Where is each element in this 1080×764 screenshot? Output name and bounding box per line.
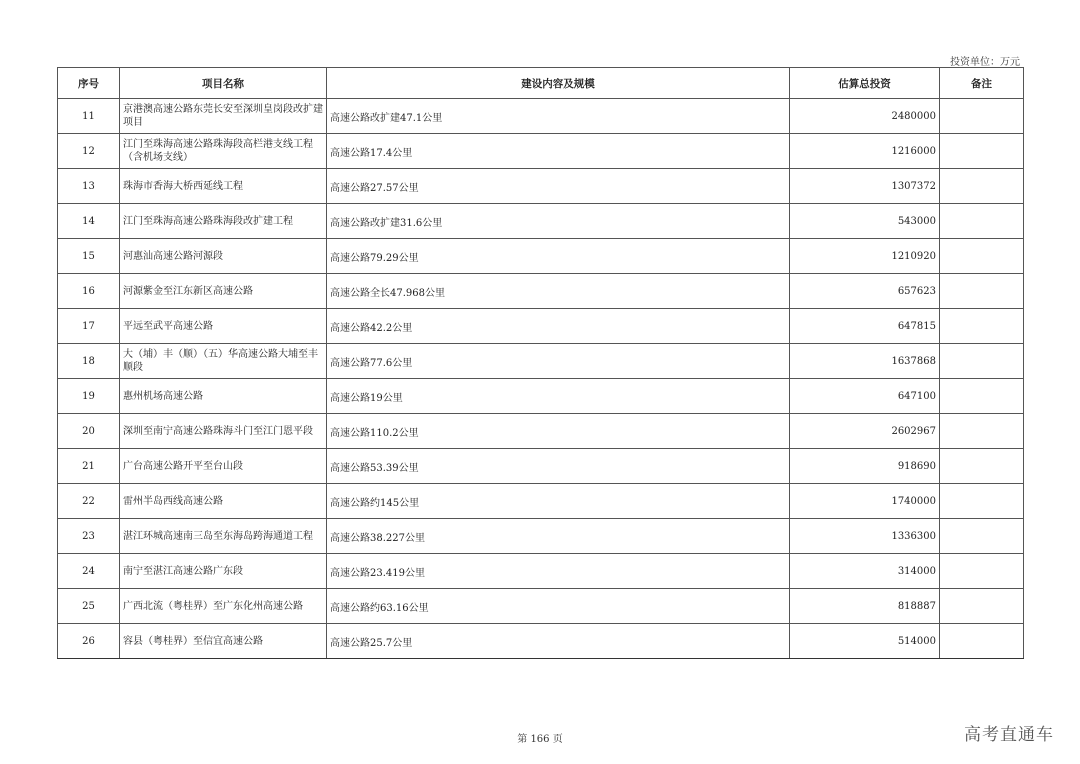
row-seq-cell: 18 [58,344,120,379]
row-remark-cell [940,99,1024,134]
row-project-name-cell: 京港澳高速公路东莞长安至深圳皇岗段改扩建项目 [120,99,327,134]
row-project-name-cell: 江门至珠海高速公路珠海段高栏港支线工程（含机场支线） [120,134,327,169]
table-header-row [58,68,1024,99]
project-table [57,67,1024,659]
row-content-scale-cell: 高速公路42.2公里 [327,309,790,344]
table-row [58,414,1024,449]
header-total-investment: 估算总投资 [790,68,940,99]
row-investment-cell: 514000 [790,624,940,659]
table-row [58,134,1024,169]
row-project-name-cell: 河源紫金至江东新区高速公路 [120,274,327,309]
row-remark-cell [940,239,1024,274]
row-content-scale-cell: 高速公路25.7公里 [327,624,790,659]
row-remark-cell [940,589,1024,624]
row-content-scale-cell: 高速公路79.29公里 [327,239,790,274]
watermark-text: 高考直通车 [964,725,1054,745]
table-row [58,309,1024,344]
row-investment-cell: 543000 [790,204,940,239]
row-content-scale-cell: 高速公路约145公里 [327,484,790,519]
row-remark-cell [940,134,1024,169]
row-remark-cell [940,624,1024,659]
row-content-scale-cell: 高速公路改扩建31.6公里 [327,204,790,239]
row-seq-cell: 24 [58,554,120,589]
row-investment-cell: 647815 [790,309,940,344]
row-investment-cell: 918690 [790,449,940,484]
row-seq-cell: 21 [58,449,120,484]
page-number: 第 166 页 [517,734,563,745]
table-row [58,554,1024,589]
row-content-scale-cell: 高速公路19公里 [327,379,790,414]
row-project-name-cell: 江门至珠海高速公路珠海段改扩建工程 [120,204,327,239]
header-seq: 序号 [58,68,120,99]
row-seq-cell: 13 [58,169,120,204]
row-seq-cell: 14 [58,204,120,239]
row-content-scale-cell: 高速公路27.57公里 [327,169,790,204]
row-remark-cell [940,414,1024,449]
row-seq-cell: 23 [58,519,120,554]
row-project-name-cell: 珠海市香海大桥西延线工程 [120,169,327,204]
table-body [58,99,1024,659]
row-project-name-cell: 雷州半岛西线高速公路 [120,484,327,519]
table-row [58,624,1024,659]
row-investment-cell: 1740000 [790,484,940,519]
row-seq-cell: 17 [58,309,120,344]
row-remark-cell [940,204,1024,239]
row-remark-cell [940,274,1024,309]
row-project-name-cell: 湛江环城高速南三岛至东海岛跨海通道工程 [120,519,327,554]
table-row [58,589,1024,624]
row-seq-cell: 22 [58,484,120,519]
row-project-name-cell: 平远至武平高速公路 [120,309,327,344]
row-content-scale-cell: 高速公路改扩建47.1公里 [327,99,790,134]
header-project-name: 项目名称 [120,68,327,99]
row-content-scale-cell: 高速公路53.39公里 [327,449,790,484]
row-project-name-cell: 广西北流（粤桂界）至广东化州高速公路 [120,589,327,624]
row-investment-cell: 657623 [790,274,940,309]
row-project-name-cell: 深圳至南宁高速公路珠海斗门至江门恩平段 [120,414,327,449]
table-row [58,484,1024,519]
table-row [58,204,1024,239]
row-project-name-cell: 广台高速公路开平至台山段 [120,449,327,484]
row-remark-cell [940,554,1024,589]
row-remark-cell [940,484,1024,519]
row-investment-cell: 1336300 [790,519,940,554]
row-remark-cell [940,344,1024,379]
row-content-scale-cell: 高速公路17.4公里 [327,134,790,169]
row-investment-cell: 2602967 [790,414,940,449]
investment-unit-note: 投资单位：万元 [950,57,1020,68]
table-row [58,169,1024,204]
header-remark: 备注 [940,68,1024,99]
row-content-scale-cell: 高速公路110.2公里 [327,414,790,449]
row-project-name-cell: 大（埔）丰（顺）（五）华高速公路大埔至丰顺段 [120,344,327,379]
row-project-name-cell: 惠州机场高速公路 [120,379,327,414]
row-content-scale-cell: 高速公路23.419公里 [327,554,790,589]
row-remark-cell [940,379,1024,414]
row-project-name-cell: 容县（粤桂界）至信宜高速公路 [120,624,327,659]
row-project-name-cell: 南宁至湛江高速公路广东段 [120,554,327,589]
table-row [58,344,1024,379]
row-investment-cell: 1210920 [790,239,940,274]
row-remark-cell [940,519,1024,554]
row-seq-cell: 12 [58,134,120,169]
row-seq-cell: 19 [58,379,120,414]
row-project-name-cell: 河惠汕高速公路河源段 [120,239,327,274]
row-remark-cell [940,309,1024,344]
row-content-scale-cell: 高速公路全长47.968公里 [327,274,790,309]
row-investment-cell: 818887 [790,589,940,624]
row-content-scale-cell: 高速公路77.6公里 [327,344,790,379]
row-seq-cell: 20 [58,414,120,449]
row-content-scale-cell: 高速公路38.227公里 [327,519,790,554]
row-seq-cell: 15 [58,239,120,274]
row-investment-cell: 314000 [790,554,940,589]
row-investment-cell: 2480000 [790,99,940,134]
row-investment-cell: 1216000 [790,134,940,169]
table-row [58,239,1024,274]
table-row [58,274,1024,309]
row-seq-cell: 25 [58,589,120,624]
row-remark-cell [940,449,1024,484]
header-content-scale: 建设内容及规模 [327,68,790,99]
row-investment-cell: 1637868 [790,344,940,379]
row-seq-cell: 11 [58,99,120,134]
row-seq-cell: 26 [58,624,120,659]
row-investment-cell: 1307372 [790,169,940,204]
row-content-scale-cell: 高速公路约63.16公里 [327,589,790,624]
table-row [58,519,1024,554]
table-row [58,449,1024,484]
row-remark-cell [940,169,1024,204]
table-row [58,99,1024,134]
row-seq-cell: 16 [58,274,120,309]
row-investment-cell: 647100 [790,379,940,414]
table-row [58,379,1024,414]
